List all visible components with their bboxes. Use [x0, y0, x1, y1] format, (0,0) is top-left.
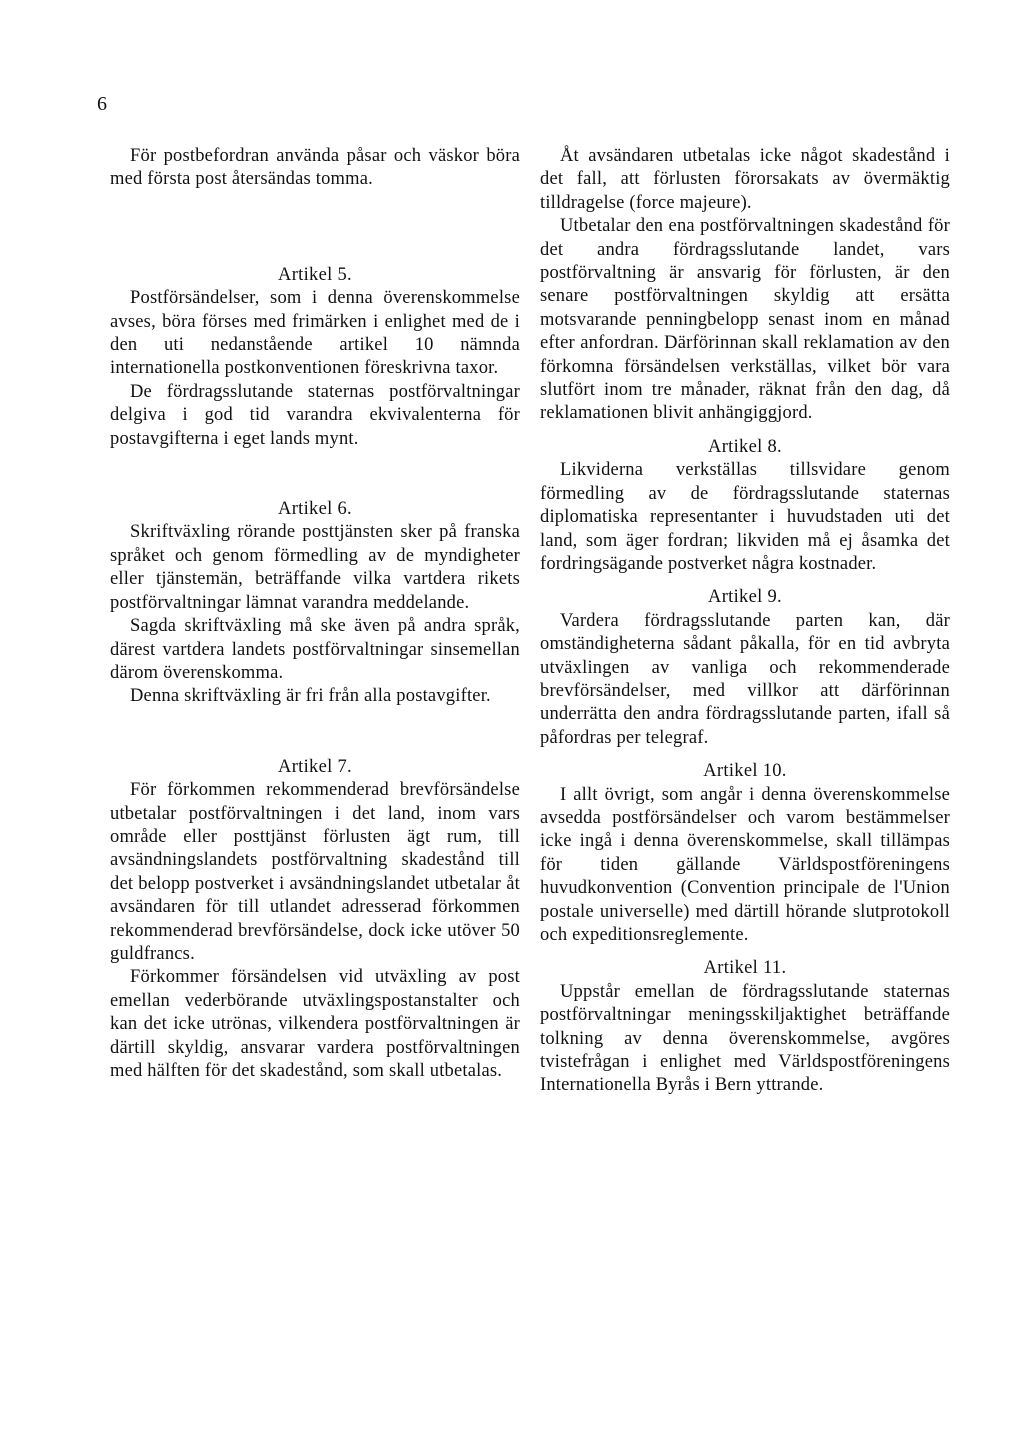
- article-10-paragraph: I allt övrigt, som angår i denna överenskommelse avsedda postförsändelser och varom bestämmelser icke ingå i denna överenskommelse, skall tillämpas för tiden gällande Världspostföreningens huvudkonvention (Convention principale de l'Union postale universelle) med därtill hörande slutprotokoll och expeditionsreglemente.: [540, 784, 950, 945]
- article-11-paragraph: Uppstår emellan de fördragsslutande staternas postförvaltningar meningsskiljaktighet beträffande tolkning av denna överenskommelse, avgöres tvistefrågan i enlighet med Världspostföreningens Internationella Byrås i Bern yttrande.: [540, 981, 950, 1096]
- article-7-paragraph: Förkommer försändelsen vid utväxling av post emellan vederbörande utväxlingspostanstalter och kan det icke utrönas, vilkendera postförvaltningen är därtill skyldig, ansvarar vardera postförvaltningen med hälften för det skadestånd, som skall utbetalas.: [110, 967, 520, 1081]
- article-5-heading: Artikel 5.: [278, 264, 352, 285]
- article-7-paragraph: För förkommen rekommenderad brevförsändelse utbetalar postförvaltningen i det land, inom vars område eller posttjänst förlusten ägt rum, till avsändningslandets postförvaltning skadestånd till det belopp postverket i avsändningslandet utbetalar åt avsändaren för till utlandet adresserad förkommen rekommenderad brevförsändelse, dock icke utöver 50 guldfrancs.: [110, 780, 520, 964]
- page-number: 6: [97, 93, 107, 115]
- article-9-heading: Artikel 9.: [708, 587, 782, 608]
- article-7-heading: Artikel 7.: [278, 756, 352, 777]
- article-8-paragraph: Likviderna verkställas tillsvidare genom förmedling av de fördragsslutande staternas diplomatiska representanter i huvudstaden uti det land, som äger fordran; likviden må ej åsamka det fordringsägande postverket några kostnader.: [540, 460, 950, 574]
- article-7-continuation-paragraph: Utbetalar den ena postförvaltningen skadestånd för det andra fördragsslutande landet, vars postförvaltning är ansvarig för förlusten, är den senare postförvaltningen skyldig att ersätta motsvarande penningbelopp senast inom en månad efter anfordran. Därförinnan skall reklamation av den förkomna försändelsen verkställas, vilket bör vara slutfört inom tre månader, räknat från den dag, då reklamationen blivit anhängiggjord.: [540, 216, 950, 424]
- article-5-paragraph: Postförsändelser, som i denna överenskommelse avses, böra förses med frimärken i enlighet med de i den uti nedanstående artikel 10 nämnda internationella postkonventionen föreskrivna taxor.: [110, 288, 520, 379]
- article-6-heading: Artikel 6.: [278, 499, 352, 520]
- article-6-paragraph: Sagda skriftväxling må ske även på andra språk, därest vartdera landets postförvaltningar sinsemellan därom överenskomma.: [110, 616, 520, 683]
- article-6-paragraph: Skriftväxling rörande posttjänsten sker på franska språket och genom förmedling av de myndigheter eller tjänstemän, beträffande vilka vartdera rikets postförvaltningar lämnat varandra meddelande.: [110, 522, 520, 613]
- article-11-heading: Artikel 11.: [703, 958, 787, 979]
- article-7-continuation-paragraph: Åt avsändaren utbetalas icke något skadestånd i det fall, att förlusten förorsakats av övermäktig tilldragelse (force majeure).: [540, 146, 950, 213]
- article-6-paragraph: Denna skriftväxling är fri från alla postavgifter.: [130, 686, 491, 707]
- article-9-paragraph: Vardera fördragsslutande parten kan, där omständigheterna sådant påkalla, för en tid avbryta utväxlingen av vanliga och rekommenderade brevförsändelser, med villkor att därförinnan underrätta den andra fördragsslutande parten, ifall så påfordras per telegraf.: [540, 610, 950, 748]
- article-8-heading: Artikel 8.: [708, 436, 782, 457]
- right-column: [540, 145, 950, 1098]
- article-5-paragraph: De fördragsslutande staternas postförvaltningar delgiva i god tid varandra ekvivalenterna för postavgifterna i eget lands mynt.: [110, 381, 520, 449]
- intro-paragraph: För postbefordran använda påsar och väskor böra med första post återsändas tomma.: [110, 146, 520, 190]
- left-column: [110, 145, 520, 1083]
- article-10-heading: Artikel 10.: [703, 761, 787, 782]
